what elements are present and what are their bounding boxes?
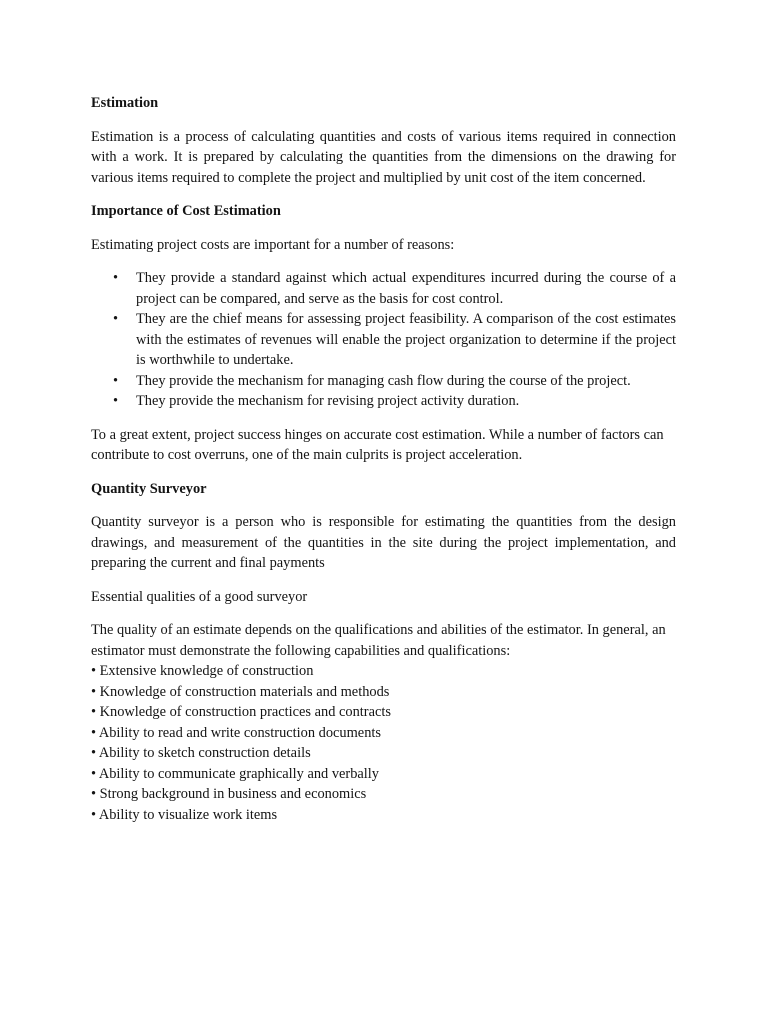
document-page [91, 93, 676, 825]
bullet-icon: • [113, 311, 119, 327]
qualities-list-item: • Ability to sketch construction details [91, 745, 311, 761]
qualities-list-item: • Knowledge of construction practices and contracts [91, 704, 391, 720]
heading-importance: Importance of Cost Estimation [91, 203, 281, 219]
qualities-list-item: • Ability to visualize work items [91, 806, 278, 823]
qualities-list [91, 661, 676, 825]
qualities-list-item: • Ability to communicate graphically and verbally [91, 765, 379, 782]
qualities-list-item: • Knowledge of construction materials and methods [91, 683, 390, 700]
importance-bullet-item [91, 268, 676, 309]
qualities-title: Essential qualities of a good surveyor [91, 588, 308, 605]
importance-intro: Estimating project costs are important for a number of reasons: [91, 236, 455, 253]
estimation-paragraph: Estimation is a process of calculating quantities and costs of various items required in connection with a work. It is prepared by calculating the quantities from the dimensions on the drawing for various items required to complete the project and multiplied by unit cost of the item concerned. [91, 128, 676, 186]
bullet-icon: • [113, 270, 119, 286]
heading-estimation: Estimation [91, 95, 159, 111]
bullet-icon: • [113, 393, 119, 409]
surveyor-paragraph: Quantity surveyor is a person who is responsible for estimating the quantities from the design drawings, and measurement of the quantities in the site during the project implementation, and preparing the current and final payments [91, 514, 676, 571]
qualities-list-item: • Extensive knowledge of construction [91, 663, 314, 679]
importance-conclusion: To a great extent, project success hinges on accurate cost estimation. While a number of factors can contribute to cost overruns, one of the main culprits is project acceleration. [91, 426, 664, 463]
qualities-list-item: • Strong background in business and economics [91, 786, 367, 802]
heading-quantity-surveyor: Quantity Surveyor [91, 480, 207, 497]
importance-bullet-item [91, 309, 676, 371]
importance-bullet-text: They provide a standard against which actual expenditures incurred during the course of a project can be compared, and serve as the basis for cost control. [136, 270, 676, 307]
importance-bullet-list [91, 268, 676, 412]
qualities-list-item: • Ability to read and write construction documents [91, 724, 381, 741]
qualities-intro: The quality of an estimate depends on the qualifications and abilities of the estimator. In general, an estimator must demonstrate the following capabilities and qualifications: [91, 622, 666, 659]
importance-bullet-item [91, 371, 676, 392]
bullet-icon: • [113, 372, 119, 389]
importance-bullet-text: They provide the mechanism for revising project activity duration. [136, 393, 520, 409]
importance-bullet-item [91, 391, 676, 412]
importance-bullet-text: They provide the mechanism for managing cash flow during the course of the project. [136, 372, 631, 389]
importance-bullet-text: They are the chief means for assessing project feasibility. A comparison of the cost estimates with the estimates of revenues will enable the project organization to determine if the project is worthwhile to undertake. [136, 311, 676, 368]
